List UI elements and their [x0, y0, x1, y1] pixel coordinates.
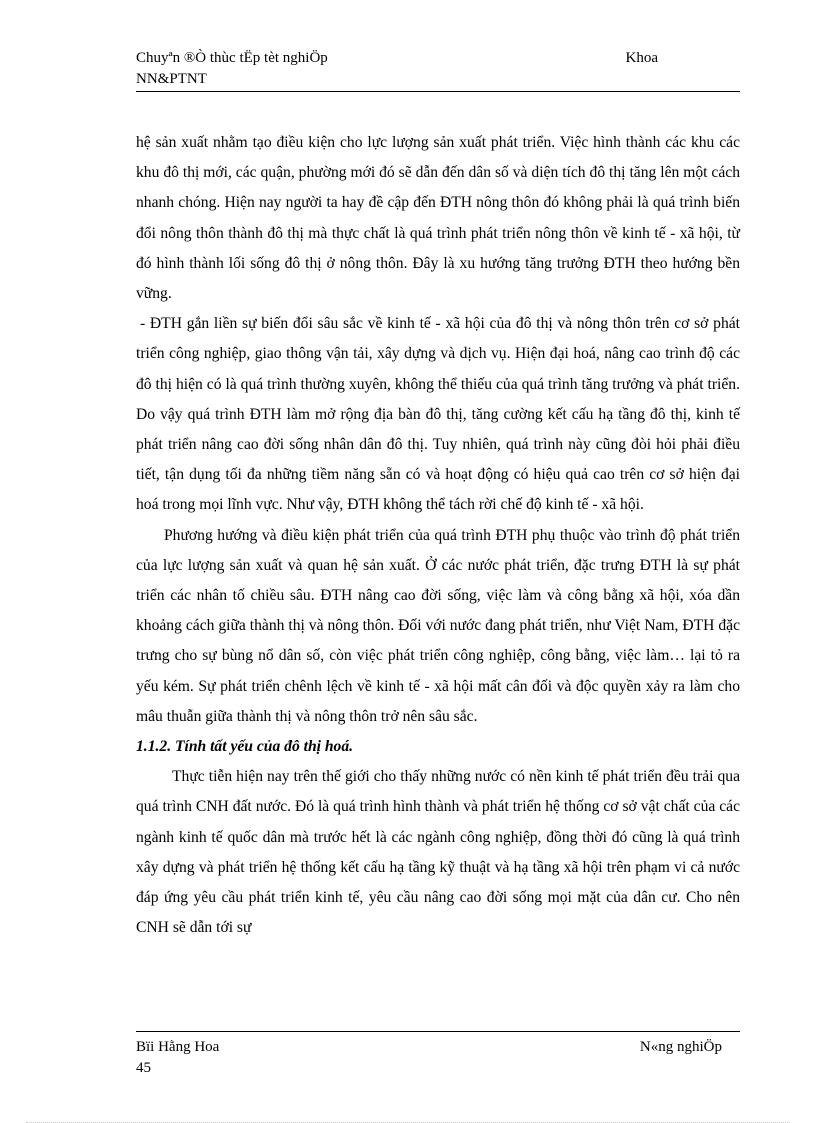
header-rule [136, 91, 740, 92]
paragraph-3: Phương hướng và điều kiện phát triển của quá trình ĐTH phụ thuộc vào trình độ phát triển của lực lượng sản xuất và quan hệ sản xuất. Ở các nước phát triển, đặc trưng ĐTH là sự phát triển các nhân tố chiều sâu. ĐTH nâng cao đời sống, việc làm và công bằng xã hội, xóa dần khoảng cách giữa thành thị và nông thôn. Đối với nước đang phát triển, như Việt Nam, ĐTH đặc trưng cho sự bùng nổ dân số, còn việc phát triển công nghiệp, công bằng, việc làm… lại tỏ ra yếu kém. Sự phát triển chênh lệch về kinh tế - xã hội mất cân đối và độc quyền xảy ra làm cho mâu thuẫn giữa thành thị và nông thôn trở nên sâu sắc. [136, 526, 740, 725]
footer-rule [136, 1031, 740, 1032]
paragraph-2: - ĐTH gắn liền sự biến đổi sâu sắc về kinh tế - xã hội của đô thị và nông thôn trên cơ sở phát triển công nghiệp, giao thông vận tải, xây dựng và dịch vụ. Hiện đại hoá, nâng cao trình độ các đô thị hiện có là quá trình thường xuyên, không thể thiếu của quá trình tăng trưởng và phát triển. Do vậy quá trình ĐTH làm mở rộng địa bàn đô thị, tăng cường kết cấu hạ tầng đô thị, kinh tế phát triển nâng cao đời sống nhân dân đô thị. Tuy nhiên, quá trình này cũng đòi hỏi phải điều tiết, tận dụng tối đa những tiềm năng sẵn có và hoạt động có hiệu quả cao trên cơ sở hiện đại hoá trong mọi lĩnh vực. Như vậy, ĐTH không thể tách rời chế độ kinh tế - xã hội. [136, 315, 740, 514]
header-title: Chuyªn ®Ò thùc tËp tèt nghiÖp [136, 50, 328, 66]
page-number: 45 [136, 1060, 151, 1076]
paragraph-1: hệ sản xuất nhằm tạo điều kiện cho lực lượng sản xuất phát triển. Việc hình thành các khu các khu đô thị mới, các quận, phường mới đó sẽ dẫn đến dân số và diện tích đô thị tăng lên một cách nhanh chóng. Hiện nay người ta hay đề cập đến ĐTH nông thôn đó không phải là quá trình biến đổi nông thôn thành đô thị mà thực chất là quá trình phát triển nông thôn về kinh tế - xã hội, từ đó hình thành lối sống đô thị ở nông thôn. Đây là xu hướng tăng trưởng ĐTH theo hướng bền vững. [136, 134, 740, 303]
page-header [136, 48, 740, 90]
header-department-code: NN&PTNT [136, 71, 207, 87]
paragraph-4: Thực tiễn hiện nay trên thế giới cho thấy những nước có nền kinh tế phát triển đều trải qua quá trình CNH đất nước. Đó là quá trình hình thành và phát triển hệ thống cơ sở vật chất của các ngành kinh tế quốc dân mà trước hết là các ngành công nghiệp, đồng thời đó cũng là quá trình xây dựng và phát triển hệ thống kết cấu hạ tầng kỹ thuật và hạ tầng xã hội trên phạm vi cả nước đáp ứng yêu cầu phát triển kinh tế, yêu cầu nâng cao đời sống mọi mặt của dân cư. Cho nên CNH sẽ dẫn tới sự [136, 768, 740, 937]
page-footer [136, 1037, 740, 1079]
section-heading: 1.1.2. Tính tất yếu của đô thị hoá. [136, 738, 354, 756]
header-department: Khoa [625, 50, 658, 66]
footer-field: N«ng nghiÖp [639, 1039, 722, 1055]
footer-author: Bïi Hằng Hoa [136, 1039, 220, 1055]
document-body [136, 128, 740, 943]
